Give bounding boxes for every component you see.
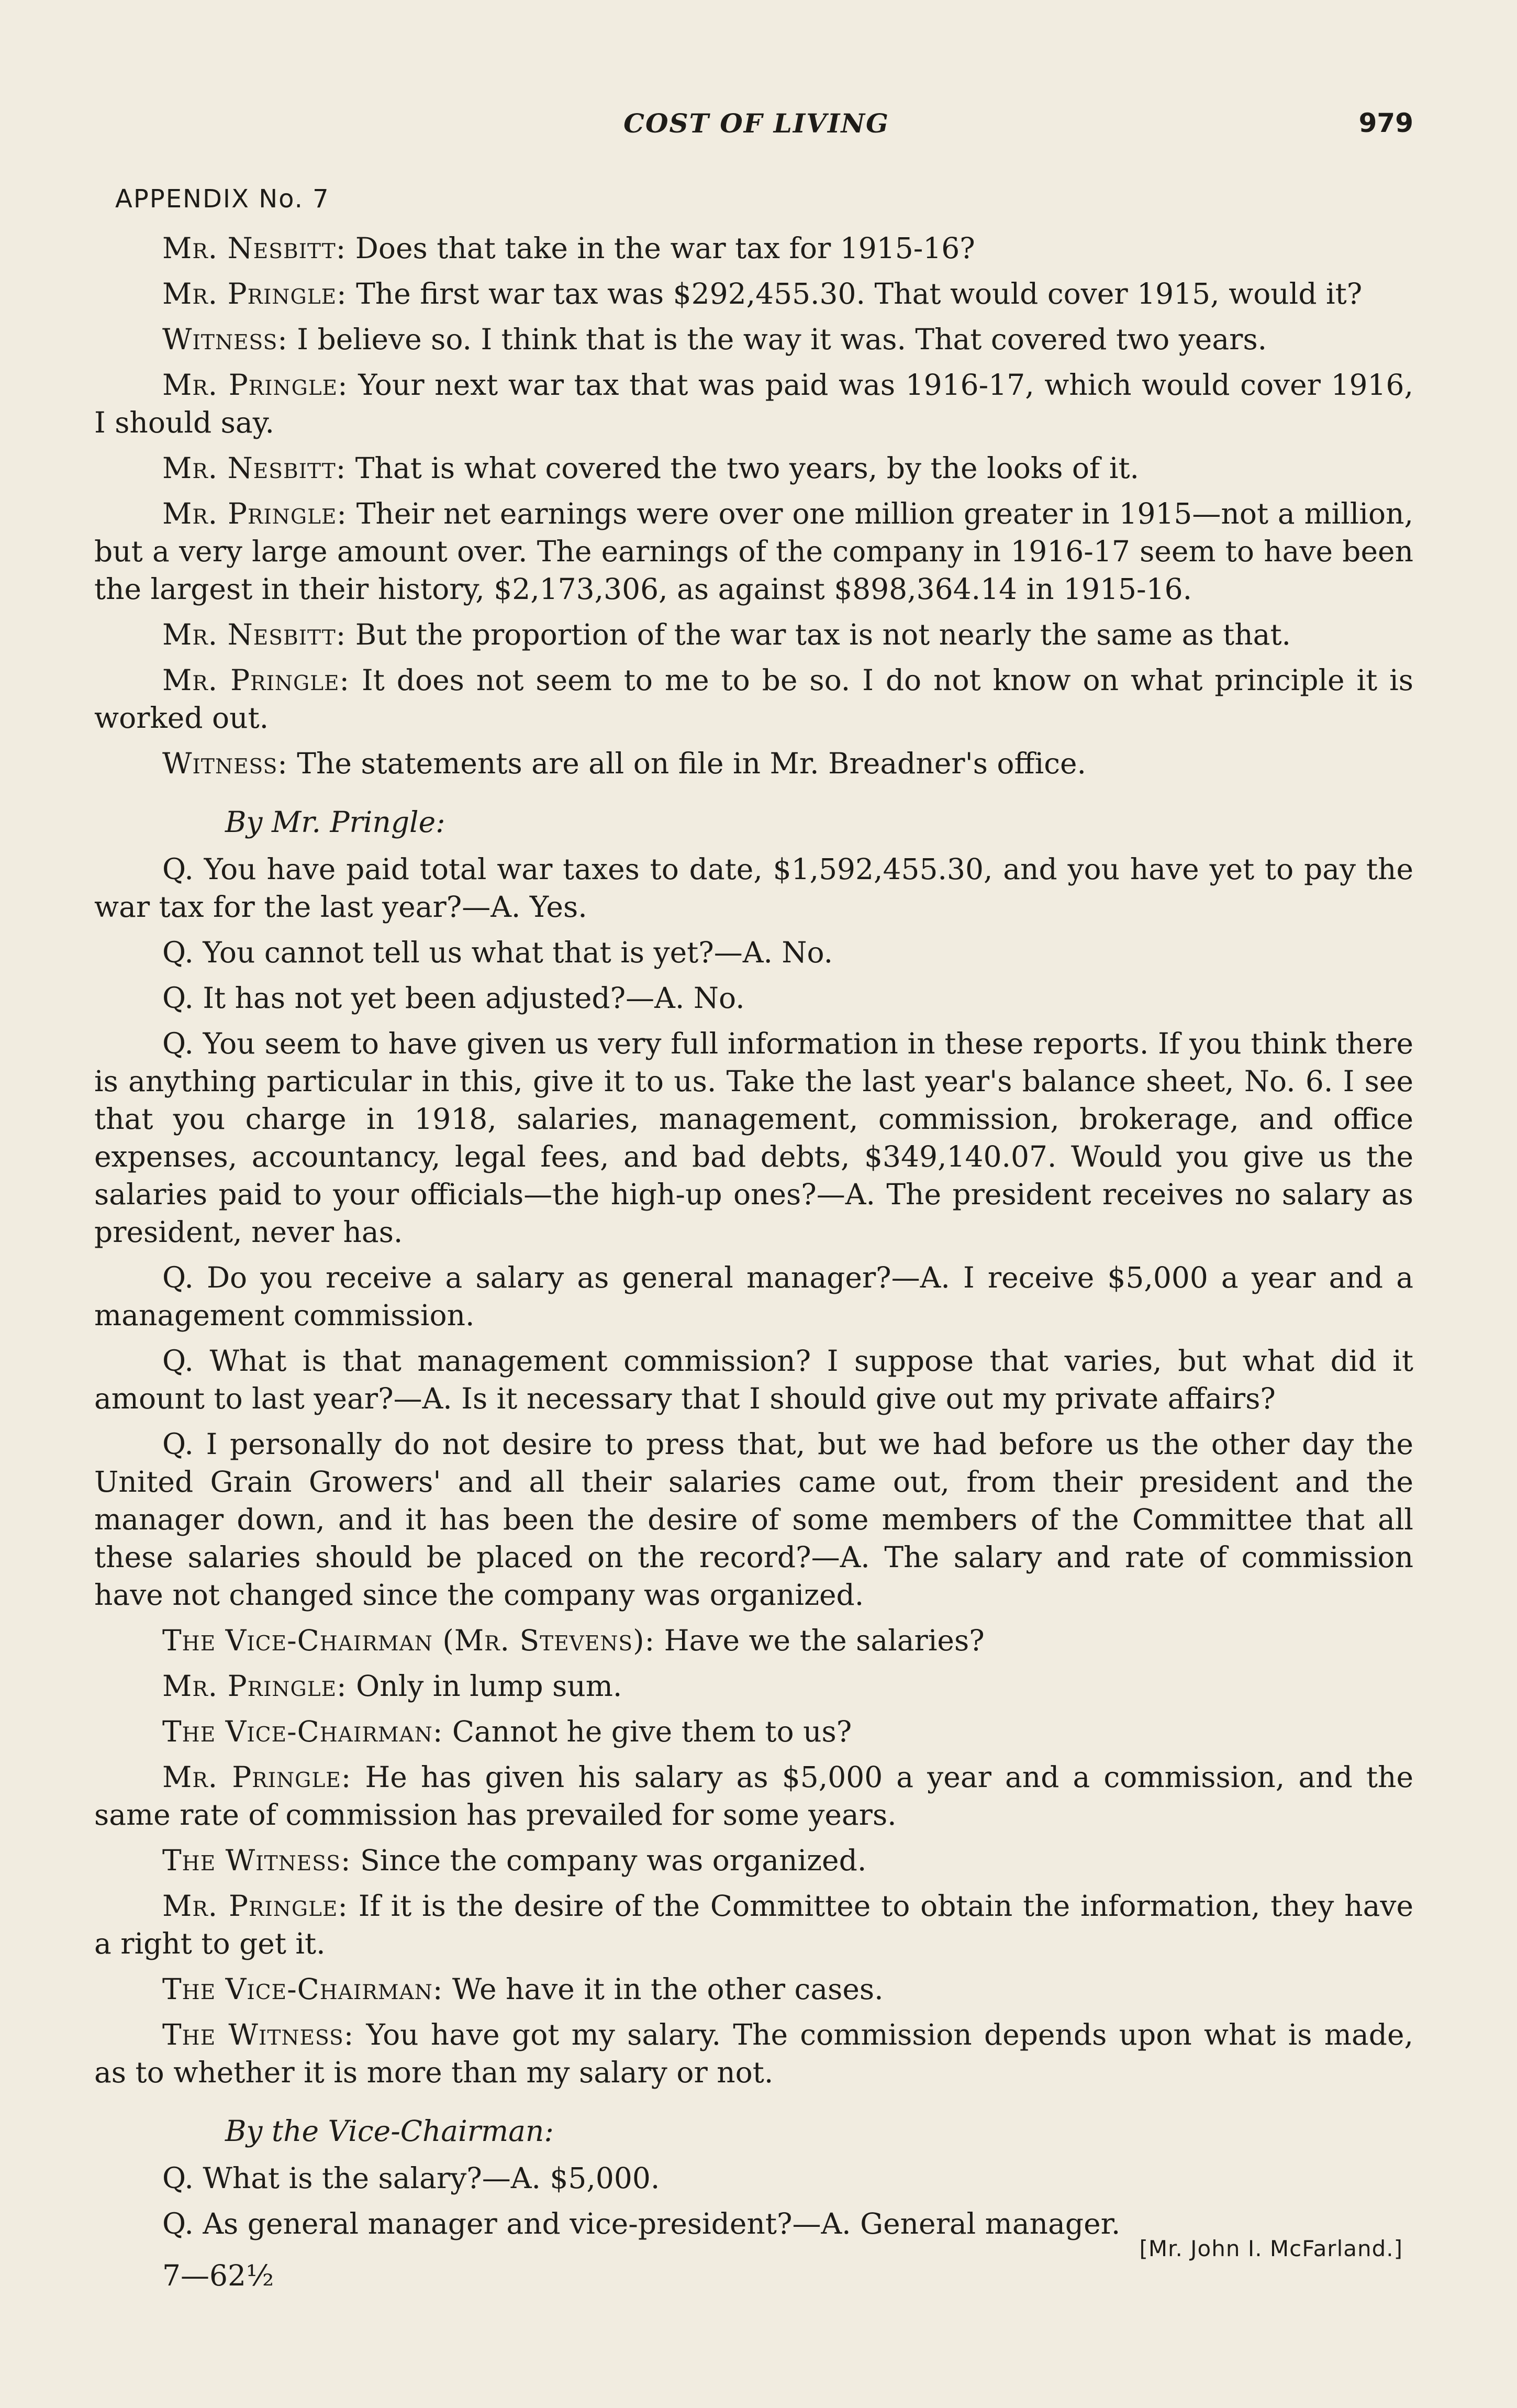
paragraph: [94, 745, 1413, 782]
speech: He has given his salary as $5,000 a year and a commission, and the same rate of commission has prevailed for some years.: [94, 1760, 1413, 1832]
speaker: Mr. Nesbitt:: [162, 231, 347, 265]
qa-paragraph: Q. You cannot tell us what that is yet?—A. No.: [162, 936, 833, 969]
speaker: Mr. Pringle:: [162, 1760, 352, 1794]
speaker: Mr. Pringle:: [162, 1669, 347, 1703]
section-heading: By the Vice-Chairman:: [225, 2114, 554, 2148]
page-footer: [94, 2236, 1419, 2309]
speech: Only in lump sum.: [347, 1669, 622, 1703]
qa-paragraph: Q. What is the salary?—A. $5,000.: [162, 2161, 660, 2195]
speaker: Mr. Pringle:: [162, 277, 347, 310]
paragraph: [94, 275, 1413, 313]
speech: Your next war tax that was paid was 1916-17, which would cover 1916, I should say.: [94, 368, 1413, 439]
qa-paragraph: Q. You seem to have given us very full information in these reports. If you think there is anything particular in this, give it to us. Take the last year's balance sheet, No. 6. I see that you charge in 1918, salaries, management, commission, brokerage, and office expenses, accountancy, legal fees, and bad debts, $349,140.07. Would you give us the salaries paid to your officials—the high-up ones?—A. The president receives no salary as president, never has.: [94, 1027, 1413, 1249]
paragraph: [94, 1622, 1413, 1659]
speech: It does not seem to me to be so. I do not know on what principle it is worked out.: [94, 663, 1413, 735]
speaker: Mr. Pringle:: [162, 368, 348, 402]
speech: If it is the desire of the Committee to obtain the information, they have a right to get it.: [94, 1889, 1413, 1960]
speech: The statements are all on file in Mr. Breadner's office.: [287, 747, 1087, 780]
speech: That is what covered the two years, by the looks of it.: [346, 451, 1140, 485]
qa-paragraph: Q. What is that management commission? I suppose that varies, but what did it amount to last year?—A. Is it necessary that I should give out my private affairs?: [94, 1344, 1413, 1415]
speaker: The Witness:: [162, 1844, 351, 1877]
page-number: 979: [1358, 108, 1413, 138]
page-header: [94, 108, 1419, 145]
paragraph: [94, 1970, 1413, 2008]
speech: Their net earnings were over one million greater in 1915—not a million, but a very large amount over. The earnings of the company in 1916-17 seem to have been the largest in their history, $2,173,306, as against $898,364.14 in 1915-16.: [94, 497, 1413, 606]
paragraph: [94, 229, 1413, 267]
speech: You have got my salary. The commission depends upon what is made, as to whether it is more than my salary or not.: [94, 2018, 1413, 2089]
paragraph: [94, 1887, 1413, 1962]
paragraph: [94, 495, 1413, 608]
speech: Does that take in the war tax for 1915-16?: [346, 231, 975, 265]
paragraph: [94, 449, 1413, 487]
qa-paragraph: Q. It has not yet been adjusted?—A. No.: [162, 981, 745, 1015]
speaker: Mr. Pringle:: [162, 497, 347, 530]
body-text: [94, 229, 1413, 2250]
speech: Have we the salaries?: [655, 1624, 985, 1657]
paragraph: [94, 1713, 1413, 1750]
speech: We have it in the other cases.: [443, 1972, 884, 2006]
section-heading: By Mr. Pringle:: [225, 805, 445, 839]
speaker-reference: [Mr. John I. McFarland.]: [1139, 2236, 1403, 2261]
speaker: Mr. Nesbitt:: [162, 451, 347, 485]
speech: Since the company was organized.: [351, 1844, 867, 1877]
speaker: Witness:: [162, 323, 288, 356]
qa-paragraph: Q. Do you receive a salary as general manager?—A. I receive $5,000 a year and a management commission.: [94, 1261, 1413, 1332]
paragraph: [94, 1758, 1413, 1834]
paragraph: [94, 1667, 1413, 1705]
speaker: The Witness:: [162, 2018, 354, 2051]
paragraph: [94, 366, 1413, 441]
paragraph: [94, 1841, 1413, 1879]
speaker: Mr. Nesbitt:: [162, 618, 347, 651]
qa-paragraph: Q. You have paid total war taxes to date, $1,592,455.30, and you have yet to pay the war tax for the last year?—A. Yes.: [94, 852, 1413, 924]
speech: Cannot he give them to us?: [443, 1715, 852, 1748]
signature-number: 7—62½: [162, 2259, 274, 2292]
running-title: COST OF LIVING: [623, 108, 889, 139]
speaker: The Vice-Chairman:: [162, 1715, 443, 1748]
speaker: Mr. Pringle:: [162, 663, 350, 697]
speaker: The Vice-Chairman (Mr. Stevens):: [162, 1624, 655, 1657]
speech: The first war tax was $292,455.30. That would cover 1915, would it?: [347, 277, 1363, 310]
paragraph: [94, 616, 1413, 653]
speaker: Witness:: [162, 747, 288, 780]
qa-paragraph: Q. I personally do not desire to press that, but we had before us the other day the United Grain Growers' and all their salaries came out, from their president and the manager down, and it has been the desire of some members of the Committee that all these salaries should be placed on the record?—A. The salary and rate of commission have not changed since the company was organized.: [94, 1427, 1413, 1612]
speech: I believe so. I think that is the way it was. That covered two years.: [287, 323, 1267, 356]
paragraph: [94, 2016, 1413, 2091]
qa-paragraph: Q. As general manager and vice-president?—A. General manager.: [162, 2207, 1121, 2240]
paragraph: [94, 320, 1413, 358]
appendix-label: APPENDIX No. 7: [115, 184, 330, 214]
speaker: The Vice-Chairman:: [162, 1972, 443, 2006]
speech: But the proportion of the war tax is not nearly the same as that.: [346, 618, 1291, 651]
paragraph: [94, 661, 1413, 737]
speaker: Mr. Pringle:: [162, 1889, 348, 1923]
